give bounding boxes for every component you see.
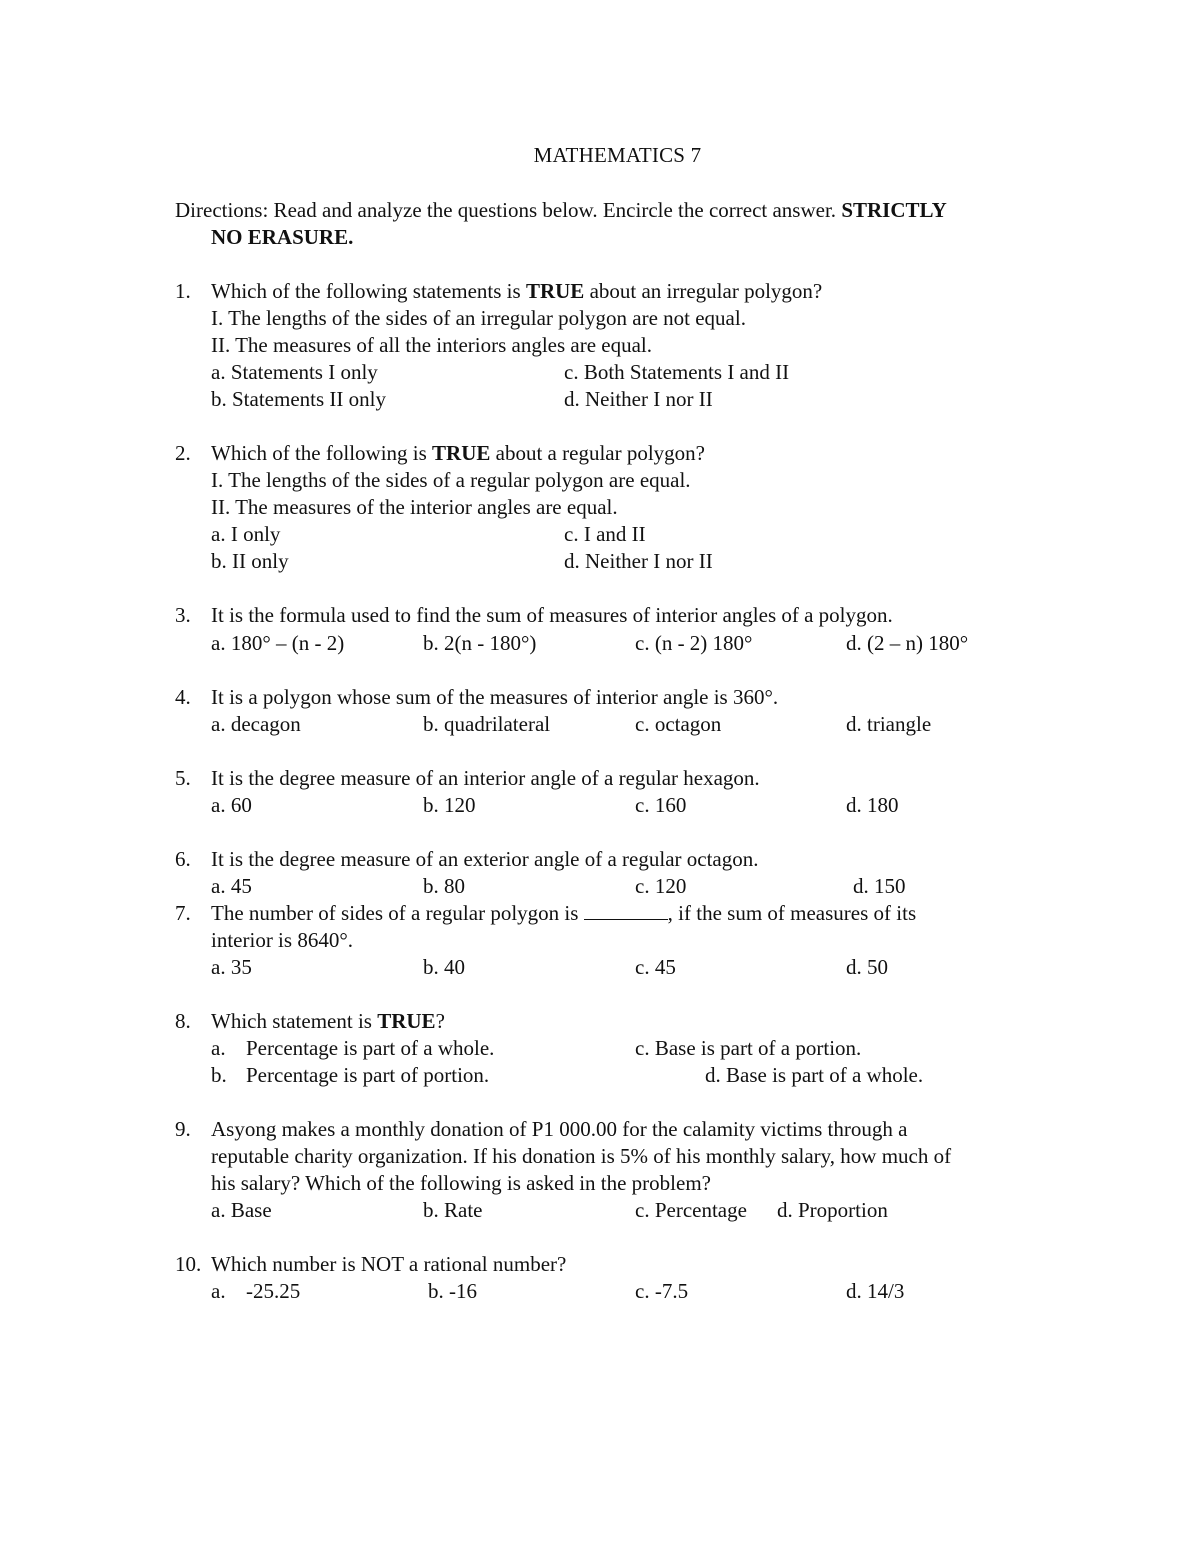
question-4-stem: It is a polygon whose sum of the measures of interior angle is 360°.	[211, 685, 779, 709]
choice-b[interactable]: b. 120	[423, 793, 476, 817]
choice-a[interactable]: a. 180° – (n - 2)	[211, 631, 345, 655]
question-number: 5.	[175, 766, 191, 790]
question-9-stem-line-2: reputable charity organization. If his donation is 5% of his monthly salary, how much of	[211, 1144, 952, 1168]
choice-b[interactable]: b. 80	[423, 874, 465, 898]
question-5-stem: It is the degree measure of an interior angle of a regular hexagon.	[211, 766, 760, 790]
choice-a[interactable]: Percentage is part of a whole.	[246, 1036, 495, 1060]
choice-b[interactable]: b. 2(n - 180°)	[423, 631, 537, 655]
choice-a-letter[interactable]: a.	[211, 1036, 226, 1060]
stem-text: Which of the following is	[211, 441, 427, 465]
choice-b[interactable]: b. II only	[211, 549, 289, 573]
choice-d[interactable]: d. Base is part of a whole.	[705, 1063, 924, 1087]
stem-text: Which of the following statements is	[211, 279, 521, 303]
choice-d[interactable]: d. Proportion	[777, 1198, 888, 1222]
directions-line-2	[211, 224, 353, 251]
question-1-statement-2: II. The measures of all the interiors angles are equal.	[211, 333, 653, 357]
question-number: 3.	[175, 603, 191, 627]
stem-text: ?	[435, 1009, 445, 1033]
choice-d[interactable]: d. Neither I nor II	[564, 387, 713, 411]
question-6-stem: It is the degree measure of an exterior angle of a regular octagon.	[211, 847, 759, 871]
stem-text: The number of sides of a regular polygon is	[211, 901, 579, 925]
choice-a[interactable]: a. I only	[211, 522, 281, 546]
choice-a[interactable]: a. 45	[211, 874, 252, 898]
question-1-stem	[211, 278, 822, 305]
question-number: 9.	[175, 1117, 191, 1141]
stem-text: about an irregular polygon?	[589, 279, 823, 303]
choice-a[interactable]: a. 60	[211, 793, 252, 817]
directions-text: Directions: Read and analyze the questions below. Encircle the correct answer.	[175, 198, 837, 222]
choice-d[interactable]: d. (2 – n) 180°	[846, 631, 969, 655]
choice-a[interactable]: a. decagon	[211, 712, 301, 736]
choice-a[interactable]: a. 35	[211, 955, 252, 979]
choice-c[interactable]: c. 120	[635, 874, 687, 898]
question-8-stem	[211, 1008, 445, 1035]
directions-bold-strictly: STRICTLY	[841, 198, 947, 222]
choice-c[interactable]: c. I and II	[564, 522, 646, 546]
choice-d[interactable]: d. 150	[853, 874, 906, 898]
stem-bold: TRUE	[377, 1009, 436, 1033]
question-9-stem-line-3: his salary? Which of the following is asked in the problem?	[211, 1171, 711, 1195]
question-9-stem-line-1: Asyong makes a monthly donation of P1 000.00 for the calamity victims through a	[211, 1117, 908, 1141]
choice-b[interactable]: Percentage is part of portion.	[246, 1063, 490, 1087]
question-7-stem-line-2: interior is 8640°.	[211, 928, 353, 952]
choice-d[interactable]: d. 14/3	[846, 1279, 905, 1303]
choice-b[interactable]: b. Rate	[423, 1198, 483, 1222]
choice-c[interactable]: c. Both Statements I and II	[564, 360, 790, 384]
question-number: 2.	[175, 441, 191, 465]
choice-d[interactable]: d. triangle	[846, 712, 932, 736]
answer-blank	[584, 901, 668, 920]
question-2-stem	[211, 440, 705, 467]
directions-bold-no-erasure: NO ERASURE.	[211, 225, 354, 249]
choice-b-letter[interactable]: b.	[211, 1063, 227, 1087]
question-1-statement-1: I. The lengths of the sides of an irregular polygon are not equal.	[211, 306, 746, 330]
stem-text: Which statement is	[211, 1009, 372, 1033]
choice-b[interactable]: b. quadrilateral	[423, 712, 551, 736]
choice-c[interactable]: c. Percentage	[635, 1198, 747, 1222]
question-10-stem: Which number is NOT a rational number?	[211, 1252, 567, 1276]
choice-b[interactable]: b. -16	[428, 1279, 477, 1303]
choice-c[interactable]: c. octagon	[635, 712, 722, 736]
stem-text: about a regular polygon?	[495, 441, 705, 465]
choice-a[interactable]: -25.25	[246, 1279, 301, 1303]
choice-c[interactable]: c. -7.5	[635, 1279, 689, 1303]
stem-bold: TRUE	[525, 279, 585, 303]
question-number: 8.	[175, 1009, 191, 1033]
question-2-statement-2: II. The measures of the interior angles are equal.	[211, 495, 618, 519]
choice-b[interactable]: b. Statements II only	[211, 387, 386, 411]
question-7-stem	[211, 900, 916, 927]
question-number: 7.	[175, 901, 191, 925]
question-2-statement-1: I. The lengths of the sides of a regular polygon are equal.	[211, 468, 691, 492]
question-number: 10.	[175, 1252, 202, 1276]
choice-d[interactable]: d. 50	[846, 955, 888, 979]
stem-bold: TRUE	[432, 441, 491, 465]
page-title: MATHEMATICS 7	[533, 143, 702, 167]
choice-a[interactable]: a. Base	[211, 1198, 272, 1222]
choice-c[interactable]: c. 45	[635, 955, 676, 979]
choice-d[interactable]: d. Neither I nor II	[564, 549, 713, 573]
choice-c[interactable]: c. (n - 2) 180°	[635, 631, 753, 655]
choice-d[interactable]: d. 180	[846, 793, 899, 817]
choice-c[interactable]: c. Base is part of a portion.	[635, 1036, 862, 1060]
directions	[175, 197, 947, 224]
stem-text: , if the sum of measures of its	[667, 901, 917, 925]
question-number: 1.	[175, 279, 191, 303]
question-3-stem: It is the formula used to find the sum of measures of interior angles of a polygon.	[211, 603, 893, 627]
choice-a-letter[interactable]: a.	[211, 1279, 226, 1303]
choice-a[interactable]: a. Statements I only	[211, 360, 378, 384]
choice-c[interactable]: c. 160	[635, 793, 687, 817]
question-number: 6.	[175, 847, 191, 871]
choice-b[interactable]: b. 40	[423, 955, 465, 979]
question-number: 4.	[175, 685, 191, 709]
